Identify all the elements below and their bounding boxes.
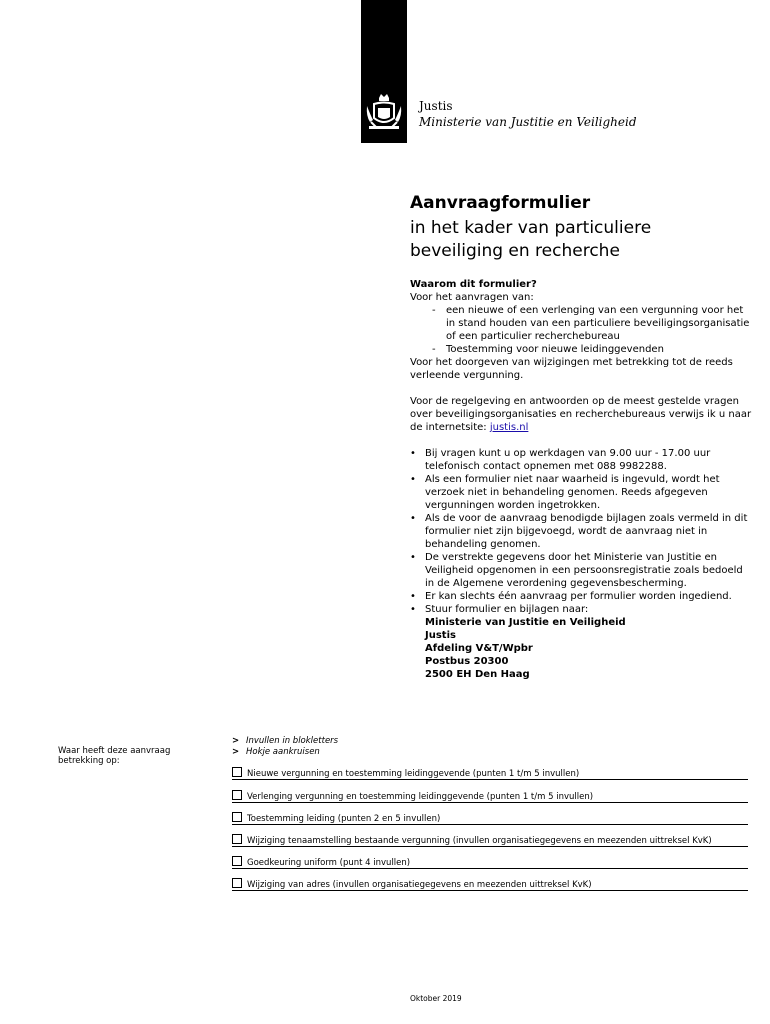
- website-text: Voor de regelgeving en antwoorden op de meest gestelde vragen over beveiligingsorganisaties en recherchebureaus verwijs ik u naar de internetsite:: [410, 396, 752, 433]
- bullet-item: • Bij vragen kunt u op werkdagen van 9.00 uur - 17.00 uur telefonisch contact opnemen met 088 9982288.: [410, 447, 755, 473]
- address-line: Postbus 20300: [425, 656, 509, 667]
- address-line: 2500 EH Den Haag: [425, 669, 530, 680]
- dash-list: [410, 304, 755, 356]
- address-line: Afdeling V&T/Wpbr: [425, 643, 533, 654]
- question-label: Waar heeft deze aanvraag betrekking op:: [58, 746, 171, 766]
- intro-heading: Waarom dit formulier?: [410, 279, 537, 290]
- option-label: Toestemming leiding (punten 2 en 5 invullen): [247, 814, 441, 824]
- option-label: Wijziging tenaamstelling bestaande vergunning (invullen organisatiegegevens en meezenden uittreksel KvK): [247, 836, 712, 846]
- option-row[interactable]: [232, 790, 748, 803]
- option-label: Nieuwe vergunning en toestemming leidinggevende (punten 1 t/m 5 invullen): [247, 769, 580, 779]
- checkbox[interactable]: [232, 812, 242, 822]
- checkbox[interactable]: [232, 878, 242, 888]
- bullet-item: • De verstrekte gegevens door het Ministerie van Justitie en Veiligheid opgenomen in een persoonsregistratie zoals bedoeld in de Algemene verordening gegevensbescherming.: [410, 551, 755, 590]
- dash-item: - een nieuwe of een verlenging van een vergunning voor het in stand houden van een particuliere beveiligingsorganisatie of een particulier recherchebureau: [432, 304, 755, 343]
- option-row[interactable]: [232, 878, 748, 891]
- page-subtitle: in het kader van particuliere beveiliging en recherche: [410, 218, 652, 261]
- intro-lead: Voor het aanvragen van:: [410, 292, 534, 303]
- intro-section: [410, 278, 755, 681]
- org-name: Justis: [419, 99, 453, 113]
- address-line: Justis: [425, 630, 456, 641]
- option-row[interactable]: [232, 767, 748, 780]
- bullet-item: [410, 603, 755, 681]
- instruction-line: Invullen in blokletters: [246, 736, 339, 746]
- dash-item: - Toestemming voor nieuwe leidinggevenden: [432, 343, 755, 356]
- page-title: Aanvraagformulier: [410, 193, 591, 213]
- footer-date: Oktober 2019: [410, 994, 462, 1003]
- checkbox[interactable]: [232, 767, 242, 777]
- ministry-name: Ministerie van Justitie en Veiligheid: [419, 115, 637, 129]
- bullet-item: • Als een formulier niet naar waarheid is ingevuld, wordt het verzoek niet in behandeling genomen. Reeds afgegeven vergunningen worden ingetrokken.: [410, 473, 755, 512]
- arrow-icon: >: [232, 747, 240, 757]
- option-row[interactable]: [232, 812, 748, 825]
- bullet-item: • Er kan slechts één aanvraag per formulier worden ingediend.: [410, 590, 755, 603]
- instruction-line: Hokje aankruisen: [246, 747, 320, 757]
- send-to-label: Stuur formulier en bijlagen naar:: [425, 604, 589, 615]
- website-link[interactable]: justis.nl: [489, 422, 529, 433]
- checkbox[interactable]: [232, 834, 242, 844]
- address-line: Ministerie van Justitie en Veiligheid: [425, 617, 626, 628]
- instructions: [232, 736, 338, 758]
- bullet-list: [410, 447, 755, 681]
- website-paragraph: [410, 395, 755, 434]
- option-row[interactable]: [232, 856, 748, 869]
- arrow-icon: >: [232, 736, 240, 746]
- checkbox[interactable]: [232, 790, 242, 800]
- checkbox[interactable]: [232, 856, 242, 866]
- coat-of-arms-icon: [365, 92, 403, 136]
- option-row[interactable]: [232, 834, 748, 847]
- option-label: Verlenging vergunning en toestemming leidinggevende (punten 1 t/m 5 invullen): [247, 792, 594, 802]
- option-label: Wijziging van adres (invullen organisatiegegevens en meezenden uittreksel KvK): [247, 880, 592, 890]
- intro-after: Voor het doorgeven van wijzigingen met betrekking tot de reeds verleende vergunning.: [410, 357, 733, 381]
- bullet-item: • Als de voor de aanvraag benodigde bijlagen zoals vermeld in dit formulier niet zijn bijgevoegd, wordt de aanvraag niet in behandeling genomen.: [410, 512, 755, 551]
- option-label: Goedkeuring uniform (punt 4 invullen): [247, 858, 411, 868]
- org-block: [419, 98, 637, 130]
